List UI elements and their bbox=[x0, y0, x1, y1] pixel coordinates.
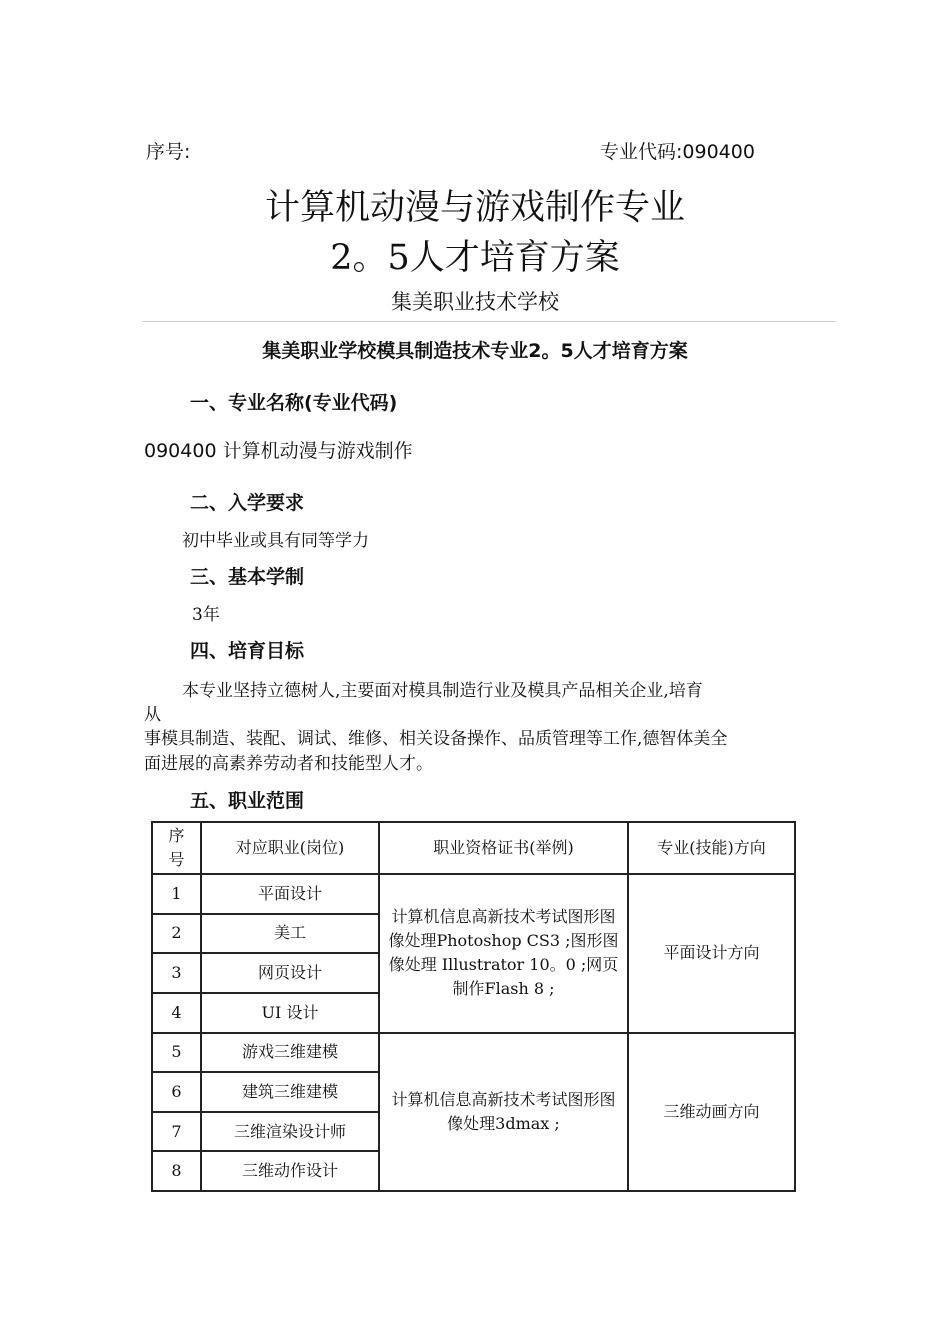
section-3-heading: 三、基本学制 bbox=[190, 566, 305, 588]
row-job: 游戏三维建模 bbox=[201, 1033, 379, 1073]
serial-label: 序号: bbox=[146, 141, 191, 163]
school-name: 集美职业技术学校 bbox=[391, 290, 559, 314]
group-1-certificate: 计算机信息高新技术考试图形图像处理Photoshop CS3 ;图形图像处理 Illustrator 10。0 ;网页制作Flash 8 ; bbox=[379, 874, 628, 1033]
section-4-line2: 从 bbox=[144, 705, 161, 725]
career-table bbox=[151, 821, 796, 1192]
row-job: 三维渲染设计师 bbox=[201, 1112, 379, 1152]
row-num: 5 bbox=[152, 1033, 201, 1073]
row-job: UI 设计 bbox=[201, 993, 379, 1033]
row-num: 3 bbox=[152, 953, 201, 993]
row-num: 2 bbox=[152, 914, 201, 954]
group-2-certificate: 计算机信息高新技术考试图形图像处理3dmax ; bbox=[379, 1033, 628, 1192]
row-job: 网页设计 bbox=[201, 953, 379, 993]
row-num: 4 bbox=[152, 993, 201, 1033]
col-header-job: 对应职业(岗位) bbox=[201, 822, 379, 874]
table-row bbox=[152, 874, 795, 914]
col-header-serial: 序号 bbox=[152, 822, 201, 874]
row-num: 7 bbox=[152, 1112, 201, 1152]
section-2-content: 初中毕业或具有同等学力 bbox=[182, 531, 369, 551]
document-title-line1: 计算机动漫与游戏制作专业 bbox=[264, 188, 685, 228]
major-code-label: 专业代码:090400 bbox=[600, 141, 755, 163]
group-2-direction: 三维动画方向 bbox=[628, 1033, 795, 1192]
row-num: 1 bbox=[152, 874, 201, 914]
row-num: 8 bbox=[152, 1151, 201, 1191]
col-header-certificate: 职业资格证书(举例) bbox=[379, 822, 628, 874]
section-1-heading: 一、专业名称(专业代码) bbox=[190, 392, 398, 414]
section-1-content: 090400 计算机动漫与游戏制作 bbox=[144, 440, 413, 462]
table-header-row bbox=[152, 822, 795, 874]
section-4-line4: 面进展的高素养劳动者和技能型人才。 bbox=[144, 754, 433, 774]
row-job: 平面设计 bbox=[201, 874, 379, 914]
row-num: 6 bbox=[152, 1072, 201, 1112]
header-divider bbox=[142, 321, 836, 322]
section-4-line3: 事模具制造、装配、调试、维修、相关设备操作、品质管理等工作,德智体美全 bbox=[144, 729, 728, 749]
section-5-heading: 五、职业范围 bbox=[190, 790, 305, 812]
table-row bbox=[152, 1033, 795, 1073]
row-job: 建筑三维建模 bbox=[201, 1072, 379, 1112]
section-2-heading: 二、入学要求 bbox=[190, 492, 305, 514]
group-1-direction: 平面设计方向 bbox=[628, 874, 795, 1033]
col-header-direction: 专业(技能)方向 bbox=[628, 822, 795, 874]
document-title-line2: 2。5人才培育方案 bbox=[330, 238, 620, 278]
section-4-line1: 本专业坚持立德树人,主要面对模具制造行业及模具产品相关企业,培育 bbox=[182, 681, 703, 701]
row-job: 三维动作设计 bbox=[201, 1151, 379, 1191]
section-3-content: 3年 bbox=[192, 605, 220, 625]
section-4-heading: 四、培育目标 bbox=[190, 640, 305, 662]
row-job: 美工 bbox=[201, 914, 379, 954]
plan-title: 集美职业学校模具制造技术专业2。5人才培育方案 bbox=[262, 340, 688, 362]
